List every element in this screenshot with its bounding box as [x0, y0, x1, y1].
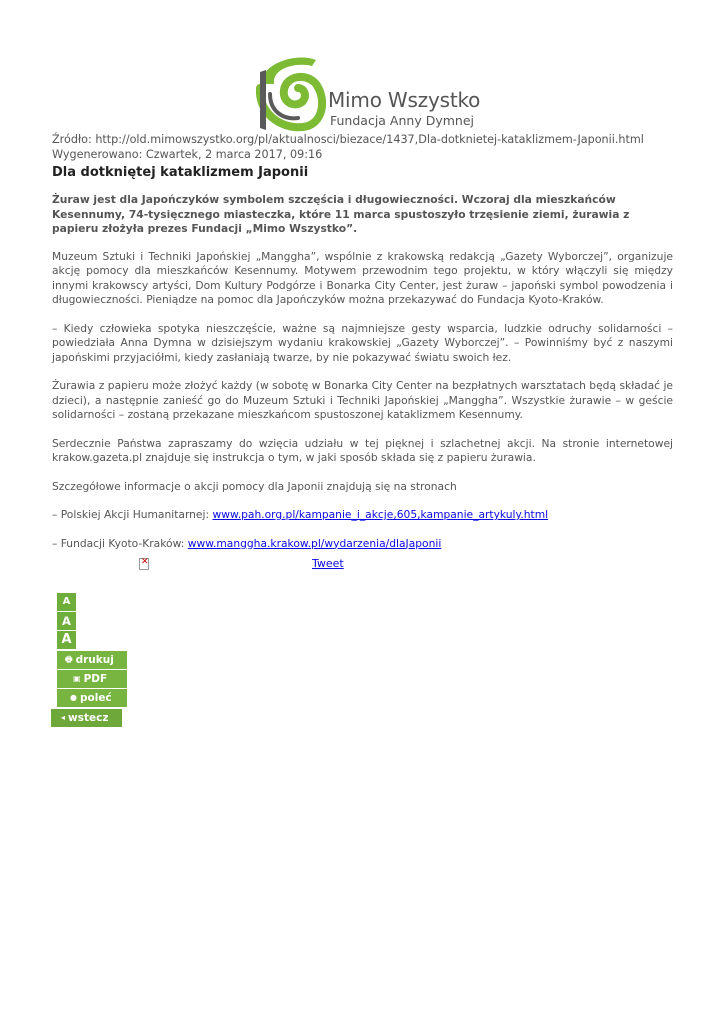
recommend-label: poleć [79, 692, 112, 704]
logo-subtitle: Fundacja Anny Dymnej [330, 113, 474, 128]
tweet-link[interactable]: Tweet [312, 557, 344, 570]
pdf-icon: ▣ [73, 674, 81, 683]
pah-link-prefix: – Polskiej Akcji Humanitarnej: [52, 508, 213, 521]
manggha-link-line [52, 537, 673, 552]
spiral-logo-icon [256, 54, 326, 134]
font-size-small-button[interactable]: A [57, 593, 76, 611]
back-label: wstecz [68, 712, 109, 724]
printer-icon: 🖶 [65, 655, 73, 664]
article-lead: Żuraw jest dla Japończyków symbolem szczęścia i długowieczności. Wczoraj dla mieszkańców Kesennumy, 74-tysięcznego miasteczka, które 11 marca spustoszyło trzęsienie ziemi, żurawia z papieru złożyła prezes Fundacji „Mimo Wszystko”. [52, 193, 630, 235]
logo-title: Mimo Wszystko [328, 88, 481, 112]
source-url: Źródło: http://old.mimowszystko.org/pl/aktualnosci/biezace/1437,Dla-dotknietej-kataklizmem-Japonii.html [52, 133, 644, 146]
pah-link-line [52, 508, 673, 523]
paragraph-3: Żurawia z papieru może złożyć każdy (w sobotę w Bonarka City Center na bezpłatnych warsztatach będą składać je dzieci), a następnie zanieść go do Muzeum Sztuki i Techniki Japońskiej „Manggha”. Wszystkie żurawie – w geście solidarności – zostaną przekazane mieszkańcom spustoszonej kataklizmem Kesennumy. [52, 379, 673, 421]
manggha-link-prefix: – Fundacji Kyoto-Kraków: [52, 536, 188, 550]
paragraph-5: Szczegółowe informacje o akcji pomocy dla Japonii znajdują się na stronach [52, 479, 457, 493]
print-label: drukuj [75, 654, 114, 666]
paragraph-1: Muzeum Sztuki i Techniki Japońskiej „Manggha”, wspólnie z krakowską redakcją „Gazety Wyborczej”, organizuje akcję pomocy dla mieszkańców Kesennumy. Motywem przewodnim tego projektu, w który włączyli się między innymi krakowscy artyści, Dom Kultury Podgórze i Bonarka City Center, jest żuraw – japoński symbol powodzenia i długowieczności. Pieniądze na pomoc dla Japończyków można przekazywać do Fundacja Kyoto-Kraków. [52, 249, 673, 306]
paragraph-4: Serdecznie Państwa zapraszamy do wzięcia udziału w tej pięknej i szlachetnej akcji. Na stronie internetowej krakow.gazeta.pl znajduje się instrukcja o tym, w jaki sposób składa się z papieru żurawia. [52, 436, 673, 464]
document-meta [52, 132, 644, 162]
article-title: Dla dotkniętej kataklizmem Japonii [52, 165, 309, 180]
pdf-label: PDF [83, 673, 108, 685]
print-button[interactable] [57, 651, 127, 669]
recommend-button[interactable] [57, 689, 127, 707]
font-size-large-button[interactable]: A [57, 631, 76, 649]
pah-link[interactable]: www.pah.org.pl/kampanie_i_akcje,605,kampanie_artykuly.html [212, 508, 549, 521]
user-icon: ● [70, 693, 77, 702]
pdf-button[interactable] [57, 670, 127, 688]
back-button[interactable] [51, 709, 122, 727]
logo [256, 54, 481, 134]
article-body [52, 193, 673, 565]
paragraph-2: – Kiedy człowieka spotyka nieszczęście, ważne są najmniejsze gesty wsparcia, ludzkie odruchy solidarności – powiedziała Anna Dymna w dzisiejszym wydaniu krakowskiej „Gazety Wyborczej”. – Powinniśmy być z naszymi japońskimi przyjaciółmi, kiedy zasłaniają twarze, by nie pokazywać światu swoich łez. [52, 321, 673, 364]
font-size-medium-button[interactable]: A [57, 612, 76, 630]
broken-image-icon[interactable] [139, 558, 149, 570]
manggha-link[interactable]: www.manggha.krakow.pl/wydarzenia/dlaJaponii [187, 536, 442, 550]
arrow-left-icon: ◂ [61, 713, 66, 722]
generated-date: Wygenerowano: Czwartek, 2 marca 2017, 09:16 [52, 148, 323, 161]
